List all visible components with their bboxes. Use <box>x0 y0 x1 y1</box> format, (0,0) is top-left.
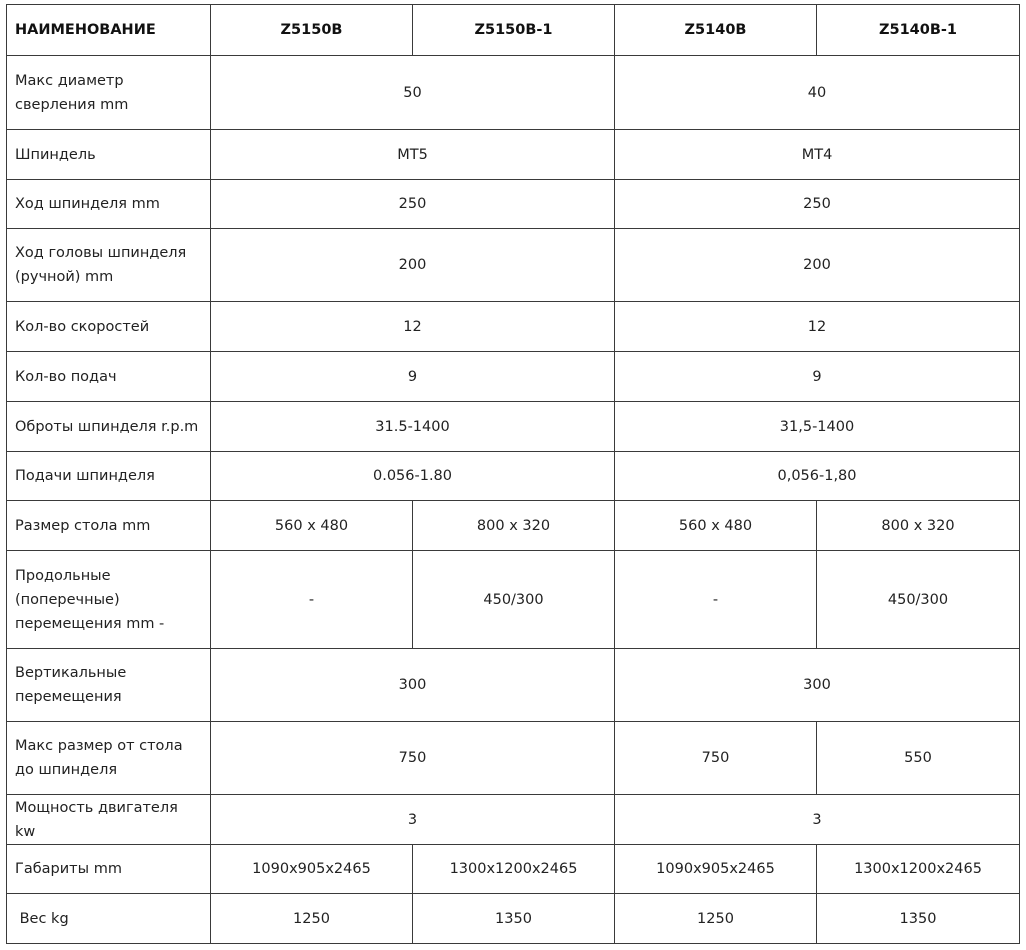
cell-value: 750 <box>615 722 817 795</box>
cell-value: 31.5-1400 <box>211 402 615 452</box>
cell-value: 750 <box>211 722 615 795</box>
table-row <box>7 229 1020 302</box>
table-row <box>7 649 1020 722</box>
cell-value: 3 <box>211 795 615 845</box>
cell-value: 1300x1200x2465 <box>413 845 615 894</box>
row-label: Ход головы шпинделя (ручной) mm <box>7 229 211 302</box>
column-header-model: Z5150B <box>211 5 413 56</box>
cell-value: 1090x905x2465 <box>615 845 817 894</box>
cell-value: 300 <box>615 649 1020 722</box>
table-row <box>7 130 1020 180</box>
row-label: Вес kg <box>7 894 211 944</box>
row-label: Ход шпинделя mm <box>7 180 211 229</box>
row-label: Оброты шпинделя r.p.m <box>7 402 211 452</box>
cell-value: - <box>615 551 817 649</box>
table-row <box>7 551 1020 649</box>
column-header-name: НАИМЕНОВАНИЕ <box>7 5 211 56</box>
row-label: Кол-во подач <box>7 352 211 402</box>
cell-value: 560 x 480 <box>615 501 817 551</box>
table-row <box>7 56 1020 130</box>
cell-value: 200 <box>211 229 615 302</box>
cell-value: MT5 <box>211 130 615 180</box>
row-label: Габариты mm <box>7 845 211 894</box>
column-header-model: Z5140B <box>615 5 817 56</box>
cell-value: 1090x905x2465 <box>211 845 413 894</box>
cell-value: - <box>211 551 413 649</box>
cell-value: 200 <box>615 229 1020 302</box>
cell-value: 800 x 320 <box>413 501 615 551</box>
cell-value: 250 <box>211 180 615 229</box>
table-row <box>7 845 1020 894</box>
column-header-model: Z5140B-1 <box>817 5 1020 56</box>
cell-value: 1300x1200x2465 <box>817 845 1020 894</box>
cell-value: 300 <box>211 649 615 722</box>
row-label: Подачи шпинделя <box>7 452 211 501</box>
cell-value: 0.056-1.80 <box>211 452 615 501</box>
cell-value: 800 x 320 <box>817 501 1020 551</box>
column-header-model: Z5150B-1 <box>413 5 615 56</box>
row-label: Мощность двигателя kw <box>7 795 211 845</box>
cell-value: 1250 <box>211 894 413 944</box>
row-label: Шпиндель <box>7 130 211 180</box>
row-label: Размер стола mm <box>7 501 211 551</box>
table-row <box>7 180 1020 229</box>
cell-value: 560 x 480 <box>211 501 413 551</box>
cell-value: 0,056-1,80 <box>615 452 1020 501</box>
table-header-row <box>7 5 1020 56</box>
table-row <box>7 352 1020 402</box>
cell-value: 12 <box>211 302 615 352</box>
cell-value: 450/300 <box>413 551 615 649</box>
cell-value: 31,5-1400 <box>615 402 1020 452</box>
row-label: Макс размер от стола до шпинделя <box>7 722 211 795</box>
cell-value: 1350 <box>817 894 1020 944</box>
cell-value: 12 <box>615 302 1020 352</box>
table-row <box>7 501 1020 551</box>
cell-value: MT4 <box>615 130 1020 180</box>
table-row <box>7 452 1020 501</box>
cell-value: 550 <box>817 722 1020 795</box>
row-label: Продольные (поперечные) перемещения mm - <box>7 551 211 649</box>
cell-value: 9 <box>615 352 1020 402</box>
spec-table <box>6 4 1020 944</box>
table-row <box>7 722 1020 795</box>
cell-value: 1350 <box>413 894 615 944</box>
table-row <box>7 302 1020 352</box>
row-label: Кол-во скоростей <box>7 302 211 352</box>
table-row <box>7 795 1020 845</box>
table-row <box>7 402 1020 452</box>
row-label: Макс диаметр сверления mm <box>7 56 211 130</box>
cell-value: 50 <box>211 56 615 130</box>
row-label: Вертикальные перемещения <box>7 649 211 722</box>
cell-value: 3 <box>615 795 1020 845</box>
cell-value: 9 <box>211 352 615 402</box>
cell-value: 1250 <box>615 894 817 944</box>
cell-value: 250 <box>615 180 1020 229</box>
cell-value: 450/300 <box>817 551 1020 649</box>
table-row <box>7 894 1020 944</box>
cell-value: 40 <box>615 56 1020 130</box>
